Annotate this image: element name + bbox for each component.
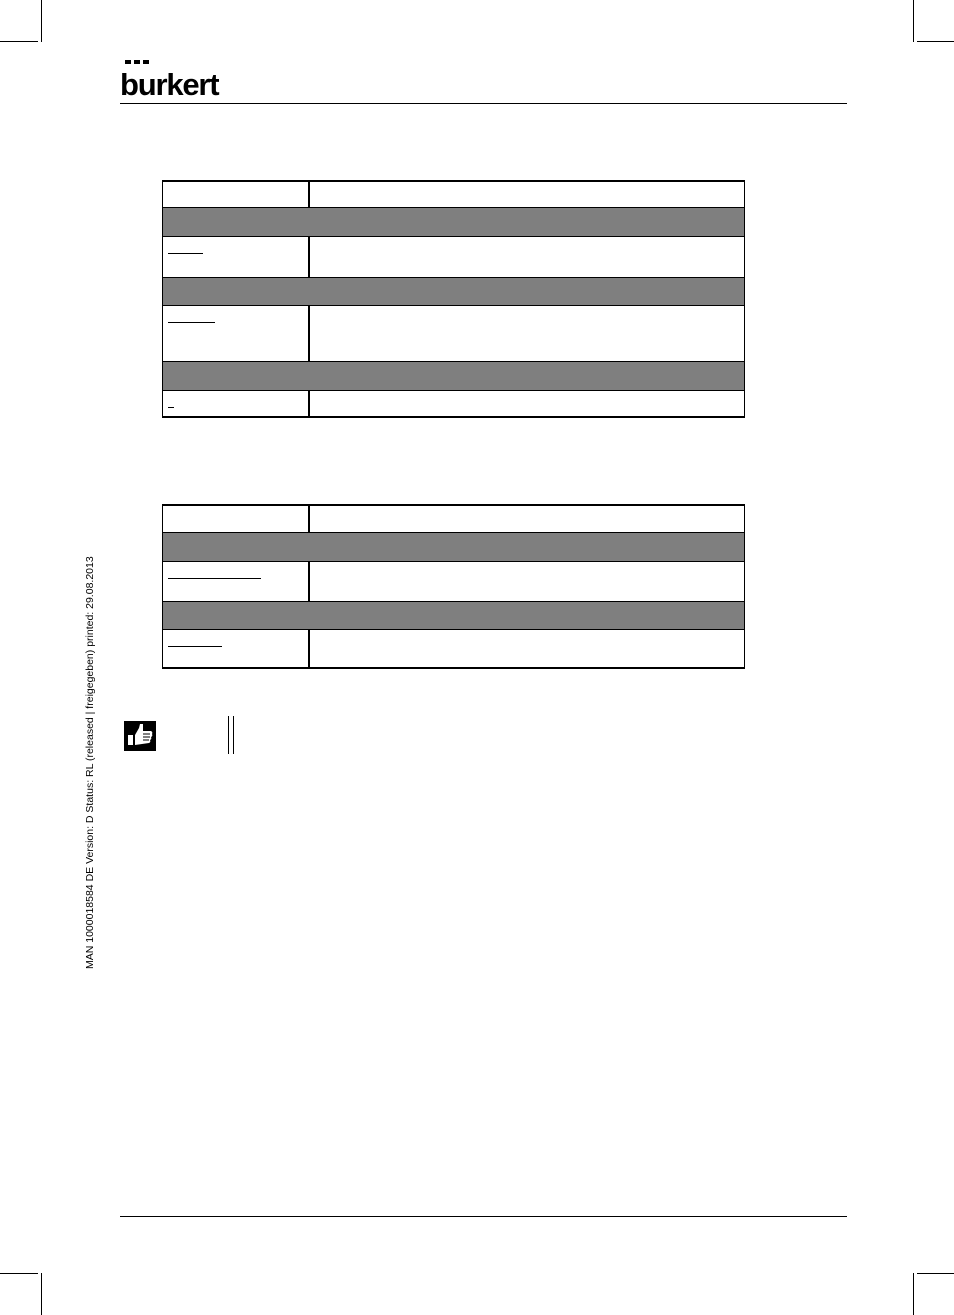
table-row: [163, 236, 745, 277]
table-cell: [309, 390, 745, 417]
table-cell: [163, 236, 310, 277]
crop-mark: [0, 41, 38, 42]
svg-text:burkert: burkert: [120, 67, 219, 98]
table-header-row: [163, 505, 745, 532]
table-cell: [163, 305, 310, 361]
table-cell: [309, 532, 745, 561]
table-cell: [309, 561, 745, 601]
table-cell: [163, 181, 310, 207]
note-divider: [228, 716, 234, 754]
crop-mark: [913, 0, 914, 42]
table-cell: [309, 236, 745, 277]
table-cell: [163, 207, 310, 236]
table-cell: [163, 505, 310, 532]
table-cell: [163, 361, 310, 390]
table-cell: [309, 305, 745, 361]
table-header-row: [163, 181, 745, 207]
crop-mark: [913, 1273, 914, 1315]
table-cell: [163, 390, 310, 417]
table-cell: [309, 505, 745, 532]
table-cell: [309, 207, 745, 236]
footer-rule: [120, 1216, 847, 1217]
table-cell: [163, 532, 310, 561]
header-rule: [120, 103, 847, 104]
table-cell: [309, 277, 745, 305]
thumbs-up-hand-icon: [124, 721, 156, 751]
table-cell: [163, 277, 310, 305]
table-cell: [309, 361, 745, 390]
section-row: [163, 601, 745, 629]
table-row: [163, 561, 745, 601]
crop-mark: [917, 1273, 954, 1274]
buerkert-logo: [120, 60, 226, 98]
table-row: [163, 390, 745, 417]
table-cell: [163, 601, 310, 629]
crop-mark: [41, 0, 42, 42]
table-row: [163, 305, 745, 361]
parameter-table-2: [162, 504, 745, 669]
table-row: [163, 629, 745, 668]
parameter-table-1: [162, 180, 745, 418]
crop-mark: [917, 41, 954, 42]
table-cell: [163, 561, 310, 601]
document-id-strip: MAN 1000018584 DE Version: D Status: RL (released | freigegeben) printed: 29.08.2013: [84, 556, 96, 969]
table-cell: [309, 181, 745, 207]
table-cell: [309, 629, 745, 668]
section-row: [163, 277, 745, 305]
table-cell: [309, 601, 745, 629]
crop-mark: [0, 1273, 38, 1274]
section-row: [163, 207, 745, 236]
section-row: [163, 532, 745, 561]
crop-mark: [41, 1273, 42, 1315]
table-cell: [163, 629, 310, 668]
section-row: [163, 361, 745, 390]
